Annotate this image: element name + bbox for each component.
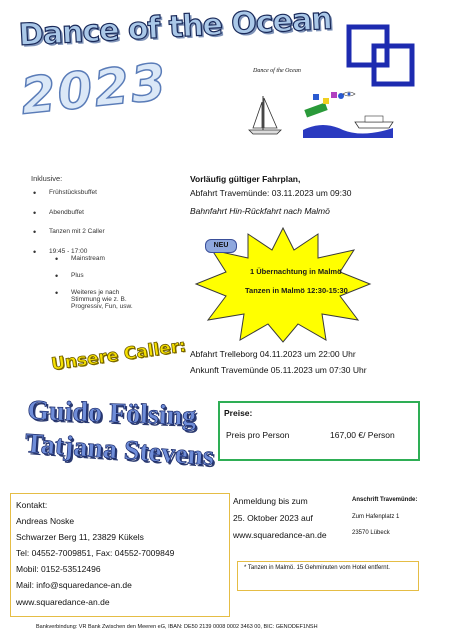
contact-email-link[interactable]: Mail: info@squaredance-an.de bbox=[16, 580, 132, 590]
price-value: 167,00 €/ Person bbox=[330, 430, 395, 440]
departure-trelleborg: Abfahrt Trelleborg 04.11.2023 um 22:00 Uhr bbox=[190, 349, 356, 359]
list-item: • Weiteres je nach Stimmung wie z. B. Progressiv, Fun, usw. bbox=[55, 289, 150, 310]
contact-name: Andreas Noske bbox=[16, 516, 75, 526]
registration-website-link[interactable]: www.squaredance-an.de bbox=[233, 530, 327, 540]
burst-line-dance: Tanzen in Malmö 12:30-15:30 bbox=[245, 286, 348, 295]
registration-line: Anmeldung bis zum bbox=[233, 496, 308, 506]
burst-line-overnight: 1 Übernachtung in Malmö bbox=[250, 267, 342, 276]
logo-caption: Dance of the Ocean bbox=[253, 68, 301, 74]
contact-mobile: Mobil: 0152-53512496 bbox=[16, 564, 101, 574]
bank-details: Bankverbindung: VR Bank Zwischen den Meeren eG, IBAN: DE50 2139 0008 0002 3463 00, BIC: GENODEF1NSH bbox=[36, 624, 318, 630]
title-wordart: Dance of the Ocean bbox=[18, 1, 333, 53]
list-item: • Abendbuffet bbox=[33, 209, 105, 229]
contact-address: Schwarzer Berg 11, 23829 Kükels bbox=[16, 532, 144, 542]
arrival-travemuende: Ankunft Travemünde 05.11.2023 um 07:30 Uhr bbox=[190, 365, 367, 375]
registration-date: 25. Oktober 2023 auf bbox=[233, 513, 313, 523]
address-city: 23570 Lübeck bbox=[352, 530, 390, 536]
contact-title: Kontakt: bbox=[16, 500, 48, 510]
bus-transfer: Bahnfahrt Hin-Rückfahrt nach Malmö bbox=[190, 206, 330, 216]
address-title: Anschrift Travemünde: bbox=[352, 497, 418, 503]
callers-heading: Unsere Caller: bbox=[50, 336, 188, 375]
contact-website-link[interactable]: www.squaredance-an.de bbox=[16, 597, 110, 607]
ocean-clipart-icon bbox=[243, 86, 403, 142]
note-text: * Tanzen in Malmö. 15 Gehminuten vom Hotel entfernt. bbox=[244, 565, 390, 571]
schedule-heading: Vorläufig gültiger Fahrplan, bbox=[190, 174, 301, 184]
price-title: Preise: bbox=[224, 408, 253, 418]
list-item: • Mainstream bbox=[55, 255, 150, 272]
inclusive-title: Inklusive: bbox=[31, 174, 63, 183]
departure-travemuende: Abfahrt Travemünde: 03.11.2023 um 09:30 bbox=[190, 188, 352, 198]
address-street: Zum Hafenplatz 1 bbox=[352, 514, 400, 520]
list-item: • 19:45 - 17:00 bbox=[33, 248, 105, 268]
square-logo-icon bbox=[346, 24, 416, 88]
caller-name: Guido Fölsing bbox=[26, 395, 197, 432]
list-item: • Frühstücksbuffet bbox=[33, 189, 105, 209]
price-label: Preis pro Person bbox=[226, 430, 290, 440]
list-item: • Plus bbox=[55, 272, 150, 289]
contact-phone: Tel: 04552-7009851, Fax: 04552-7009849 bbox=[16, 548, 175, 558]
new-badge: NEU bbox=[205, 239, 237, 253]
inclusive-sublist bbox=[55, 255, 150, 310]
caller-name: Tatjana Stevens bbox=[23, 428, 216, 473]
list-item: • Tanzen mit 2 Caller bbox=[33, 228, 105, 248]
year-wordart: 2023 bbox=[18, 52, 171, 126]
